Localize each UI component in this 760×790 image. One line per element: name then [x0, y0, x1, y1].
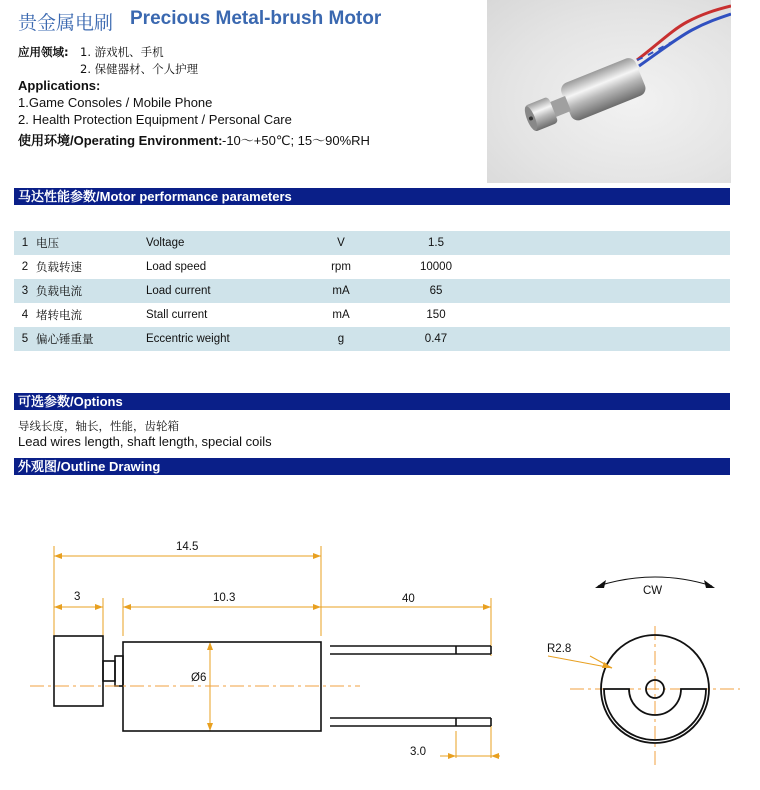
options-text-cn: 导线长度，轴长，性能，齿轮箱 [18, 419, 179, 433]
row-index: 3 [14, 279, 36, 303]
application-field-item-1: 1. 游戏机、手机 [80, 45, 164, 59]
param-unit: mA [332, 309, 350, 321]
param-value: 0.47 [406, 327, 466, 351]
page-title-cn: 贵金属电刷 [18, 12, 114, 34]
row-filler [466, 231, 730, 255]
param-name-cn: 负载电流 [36, 279, 146, 303]
applications-label: Applications: [18, 78, 101, 93]
application-field-label: 应用领域: [18, 45, 69, 59]
param-name-en: Load speed [146, 261, 207, 273]
dim-strip-label: 3.0 [410, 746, 426, 758]
parameter-table [14, 231, 730, 351]
dim-total-label: 14.5 [176, 541, 199, 553]
row-filler [466, 303, 730, 327]
param-name-en: Load current [146, 279, 276, 303]
dim-wire-label: 40 [402, 593, 415, 605]
dim-weight-label: 3 [74, 591, 81, 603]
table-row [14, 327, 730, 351]
row-filler [466, 327, 730, 351]
table-row [14, 255, 730, 279]
environment-value: -10～+50℃; 15～90%RH [222, 133, 370, 148]
section-bar-outline: 外观图/Outline Drawing [14, 458, 730, 475]
param-name-en: Eccentric weight [146, 327, 276, 351]
section-bar-options: 可选参数/Options [14, 393, 730, 410]
param-name-cn: 负载转速 [36, 260, 82, 274]
param-unit: rpm [331, 261, 351, 273]
application-field-item-2: 2. 保健器材、个人护理 [80, 62, 199, 76]
outline-drawing [0, 476, 760, 790]
rotation-label: CW [643, 585, 663, 597]
param-unit: g [276, 327, 406, 351]
motor-photo [487, 0, 731, 183]
row-index: 4 [21, 309, 29, 321]
dim-diameter-label: Ø6 [191, 672, 207, 684]
param-value: 65 [406, 279, 466, 303]
application-2: 2. Health Protection Equipment / Personal Care [18, 112, 292, 127]
options-text-en: Lead wires length, shaft length, special coils [18, 434, 272, 449]
param-value: 1.5 [406, 231, 466, 255]
section-bar-performance: 马达性能参数/Motor performance parameters [14, 188, 730, 205]
dim-body-label: 10.3 [213, 592, 236, 604]
environment-label: 使用环境/Operating Environment: [18, 133, 223, 148]
param-unit: mA [276, 279, 406, 303]
param-name-en: Voltage [146, 231, 276, 255]
param-name-cn: 电压 [36, 231, 146, 255]
row-filler [466, 255, 730, 279]
motor-photo-illustration [487, 0, 731, 183]
row-index: 5 [14, 327, 36, 351]
dim-radius-label: R2.8 [547, 643, 572, 655]
param-value: 10000 [420, 261, 452, 273]
param-name-cn: 偏心锤重量 [36, 327, 146, 351]
param-value: 150 [426, 309, 446, 321]
param-name-cn: 堵转电流 [36, 308, 82, 322]
table-row [14, 231, 730, 255]
table-row [14, 279, 730, 303]
row-index: 1 [14, 231, 36, 255]
row-filler [466, 279, 730, 303]
table-row [14, 303, 730, 327]
application-1: 1.Game Consoles / Mobile Phone [18, 95, 213, 110]
param-unit: V [276, 231, 406, 255]
row-index: 2 [21, 261, 29, 273]
page-title-en: Precious Metal-brush Motor [130, 8, 382, 29]
param-name-en: Stall current [146, 309, 208, 321]
